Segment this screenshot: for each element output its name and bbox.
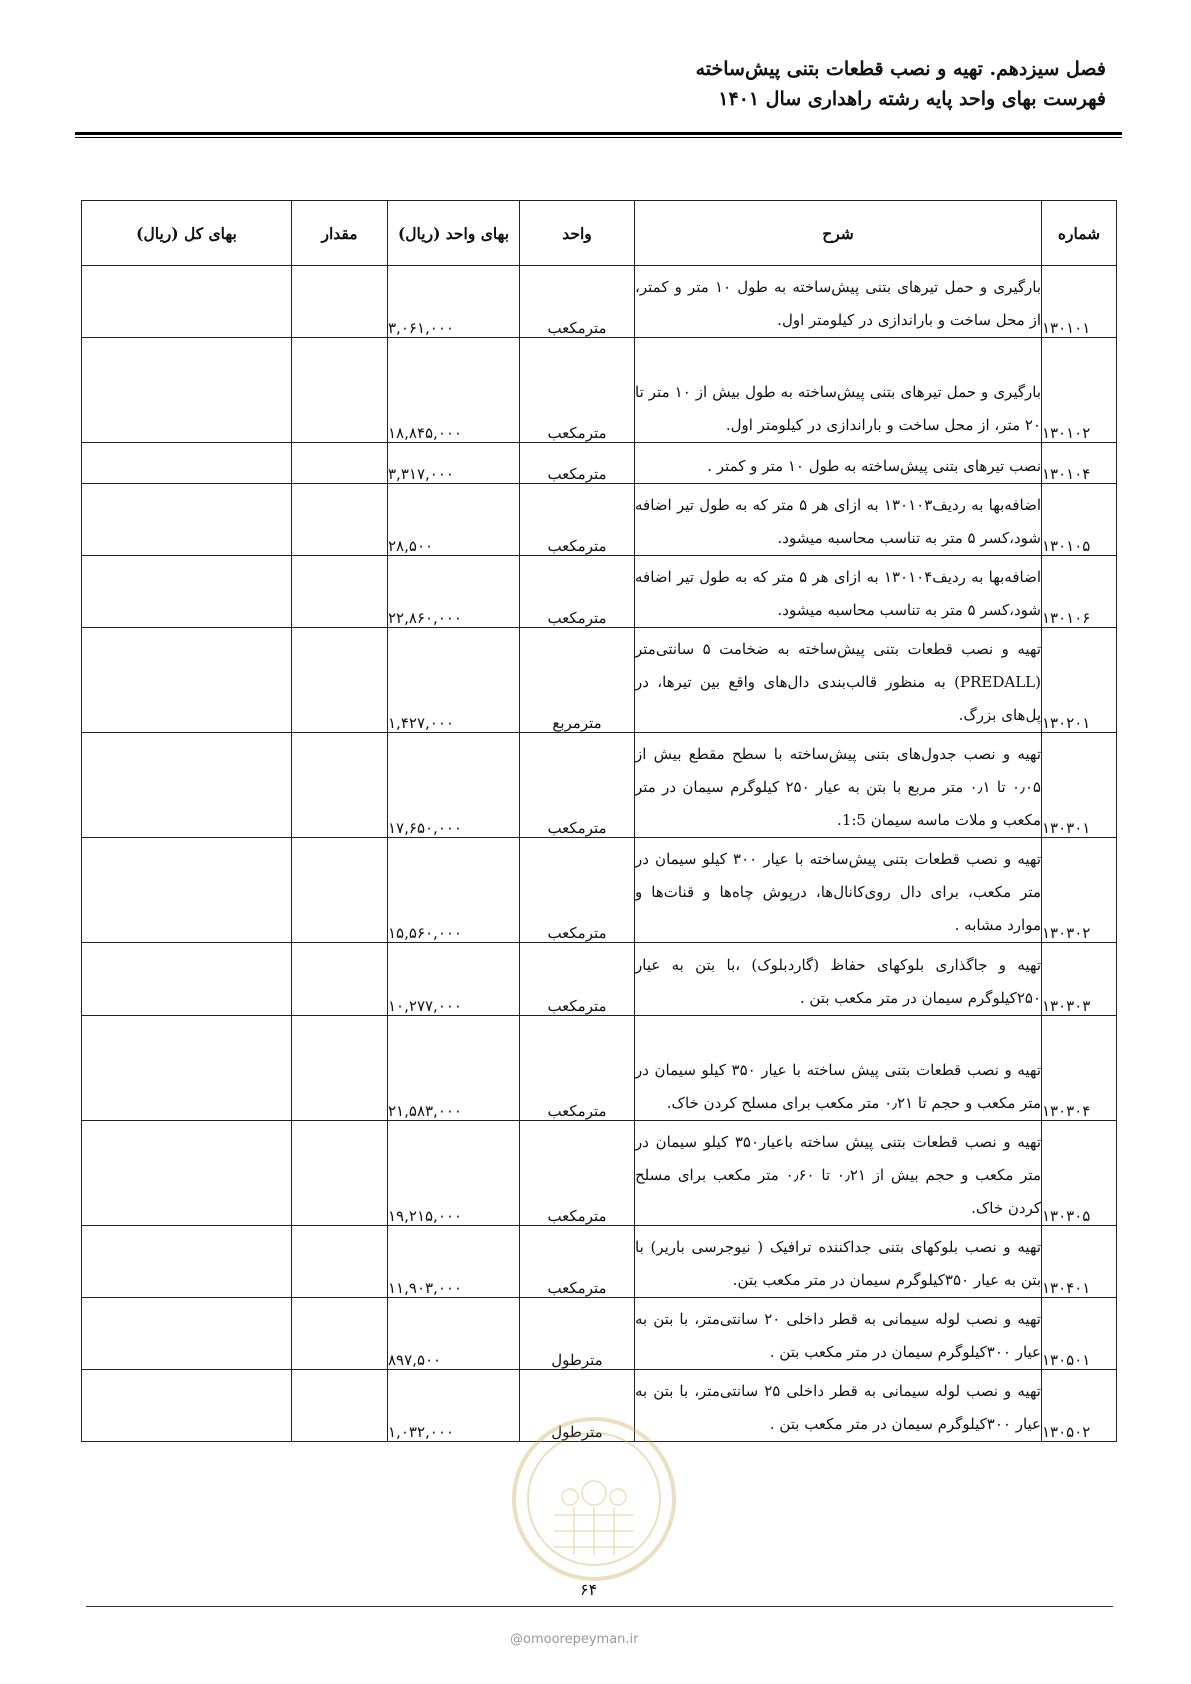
table-row xyxy=(82,838,1117,943)
item-code: ۱۳۰۱۰۵ xyxy=(1042,484,1117,556)
item-unit: مترمکعب xyxy=(520,556,635,628)
item-unit: مترطول xyxy=(520,1370,635,1442)
item-code: ۱۳۰۳۰۲ xyxy=(1042,838,1117,943)
header-unit: واحد xyxy=(520,201,635,266)
item-unit: مترمکعب xyxy=(520,1121,635,1226)
header-description: شرح xyxy=(635,201,1042,266)
item-unit: مترمکعب xyxy=(520,943,635,1016)
item-quantity xyxy=(292,1121,388,1226)
item-unit-price: ۸۹۷,۵۰۰ xyxy=(388,1298,520,1370)
item-code: ۱۳۰۲۰۱ xyxy=(1042,628,1117,733)
item-total xyxy=(82,556,292,628)
table-row xyxy=(82,484,1117,556)
table-row xyxy=(82,556,1117,628)
table-header-row xyxy=(82,201,1117,266)
item-total xyxy=(82,1370,292,1442)
item-code: ۱۳۰۳۰۵ xyxy=(1042,1121,1117,1226)
item-description: تهیه و جاگذاری بلوکهای حفاظ (گاردبلوک) ،با بتن به عیار ۲۵۰کیلوگرم سیمان در متر مکعب بتن . xyxy=(635,943,1042,1016)
item-quantity xyxy=(292,556,388,628)
item-unit: مترمکعب xyxy=(520,443,635,484)
item-unit: مترمربع xyxy=(520,628,635,733)
item-unit-price: ۳,۰۶۱,۰۰۰ xyxy=(388,266,520,338)
item-code: ۱۳۰۴۰۱ xyxy=(1042,1226,1117,1298)
item-unit: مترمکعب xyxy=(520,733,635,838)
table-row xyxy=(82,628,1117,733)
item-total xyxy=(82,443,292,484)
item-description: نصب تیرهای بتنی پیش‌ساخته به طول ۱۰ متر و کمتر . xyxy=(635,443,1042,484)
item-code: ۱۳۰۵۰۲ xyxy=(1042,1370,1117,1442)
header-rule-thick xyxy=(75,132,1122,135)
document-title: فهرست بهای واحد پایه رشته راهداری سال ۱۴۰۱ xyxy=(718,88,1106,110)
item-total xyxy=(82,1121,292,1226)
item-code: ۱۳۰۳۰۳ xyxy=(1042,943,1117,1016)
watermark-site-text: @omoorepeyman.ir xyxy=(510,1632,639,1647)
seal-watermark-icon xyxy=(510,1415,678,1583)
item-unit-price: ۱۷,۶۵۰,۰۰۰ xyxy=(388,733,520,838)
item-unit: مترمکعب xyxy=(520,338,635,443)
item-quantity xyxy=(292,1016,388,1121)
item-unit-price: ۱۱,۹۰۳,۰۰۰ xyxy=(388,1226,520,1298)
item-total xyxy=(82,1016,292,1121)
item-unit-price: ۲۱,۵۸۳,۰۰۰ xyxy=(388,1016,520,1121)
item-unit-price: ۲۸,۵۰۰ xyxy=(388,484,520,556)
item-unit: مترمکعب xyxy=(520,838,635,943)
header-rule-thin xyxy=(75,137,1122,138)
table-row xyxy=(82,338,1117,443)
item-quantity xyxy=(292,733,388,838)
item-unit-price: ۱,۴۲۷,۰۰۰ xyxy=(388,628,520,733)
item-code: ۱۳۰۱۰۱ xyxy=(1042,266,1117,338)
item-description: تهیه و نصب قطعات بتنی پیش‌ساخته به ضخامت ۵ سانتی‌متر (PREDALL) به منظور قالب‌بندی دال‌های واقع بین تیرها، در پل‌های بزرگ. xyxy=(635,628,1042,733)
item-unit: مترمکعب xyxy=(520,1016,635,1121)
item-code: ۱۳۰۵۰۱ xyxy=(1042,1298,1117,1370)
item-unit: مترمکعب xyxy=(520,484,635,556)
item-total xyxy=(82,628,292,733)
table-row xyxy=(82,1016,1117,1121)
item-unit-price: ۳,۳۱۷,۰۰۰ xyxy=(388,443,520,484)
item-quantity xyxy=(292,1370,388,1442)
table-row xyxy=(82,266,1117,338)
item-description: تهیه و نصب لوله سیمانی به قطر داخلی ۲۵ سانتی‌متر، با بتن به عیار ۳۰۰کیلوگرم سیمان در متر مکعب بتن . xyxy=(635,1370,1042,1442)
item-quantity xyxy=(292,1226,388,1298)
item-description: تهیه و نصب قطعات بتنی پیش‌ساخته با عیار ۳۰۰ کیلو سیمان در متر مکعب، برای دال روی‌کانال‌ها، درپوش چاه‌ها و قنات‌ها و موارد مشابه . xyxy=(635,838,1042,943)
item-quantity xyxy=(292,1298,388,1370)
item-total xyxy=(82,484,292,556)
item-total xyxy=(82,1298,292,1370)
header-total-price: بهای کل (ریال) xyxy=(82,201,292,266)
item-quantity xyxy=(292,266,388,338)
item-quantity xyxy=(292,838,388,943)
page-number: ۶۴ xyxy=(580,1580,598,1599)
item-quantity xyxy=(292,628,388,733)
item-unit-price: ۲۲,۸۶۰,۰۰۰ xyxy=(388,556,520,628)
item-description: بارگیری و حمل تیرهای بتنی پیش‌ساخته به طول ۱۰ متر و کمتر، از محل ساخت و باراندازی در کیلومتر اول. xyxy=(635,266,1042,338)
item-description: اضافه‌بها به ردیف۱۳۰۱۰۳ به ازای هر ۵ متر که به طول تیر اضافه شود،کسر ۵ متر به تناسب محاسبه میشود. xyxy=(635,484,1042,556)
table-row xyxy=(82,1226,1117,1298)
item-unit-price: ۱,۰۳۲,۰۰۰ xyxy=(388,1370,520,1442)
price-list-table xyxy=(81,200,1117,1442)
item-total xyxy=(82,733,292,838)
item-unit: مترطول xyxy=(520,1298,635,1370)
item-code: ۱۳۰۱۰۲ xyxy=(1042,338,1117,443)
item-total xyxy=(82,266,292,338)
table-row xyxy=(82,443,1117,484)
table-row xyxy=(82,943,1117,1016)
item-description: تهیه و نصب قطعات بتنی پیش ساخته باعیار۳۵۰ کیلو سیمان در متر مکعب و حجم بیش از ۰٫۲۱ تا ۰٫۶۰ متر مکعب برای مسلح کردن خاک. xyxy=(635,1121,1042,1226)
item-total xyxy=(82,838,292,943)
table-row xyxy=(82,1298,1117,1370)
table-row xyxy=(82,733,1117,838)
header-quantity: مقدار xyxy=(292,201,388,266)
chapter-title: فصل سیزدهم. تهیه و نصب قطعات بتنی پیش‌ساخته xyxy=(695,58,1106,80)
item-quantity xyxy=(292,943,388,1016)
item-total xyxy=(82,943,292,1016)
item-unit: مترمکعب xyxy=(520,1226,635,1298)
header-code: شماره xyxy=(1042,201,1117,266)
item-code: ۱۳۰۱۰۶ xyxy=(1042,556,1117,628)
item-total xyxy=(82,338,292,443)
item-unit-price: ۱۸,۸۴۵,۰۰۰ xyxy=(388,338,520,443)
item-code: ۱۳۰۱۰۴ xyxy=(1042,443,1117,484)
table-row xyxy=(82,1121,1117,1226)
item-code: ۱۳۰۳۰۱ xyxy=(1042,733,1117,838)
page-header xyxy=(696,58,1106,110)
item-unit-price: ۱۹,۲۱۵,۰۰۰ xyxy=(388,1121,520,1226)
item-unit-price: ۱۰,۲۷۷,۰۰۰ xyxy=(388,943,520,1016)
item-description: تهیه و نصب قطعات بتنی پیش ساخته با عیار ۳۵۰ کیلو سیمان در متر مکعب و حجم تا ۰٫۲۱ متر مکعب برای مسلح کردن خاک. xyxy=(635,1016,1042,1121)
item-code: ۱۳۰۳۰۴ xyxy=(1042,1016,1117,1121)
item-description: اضافه‌بها به ردیف۱۳۰۱۰۴ به ازای هر ۵ متر که به طول تیر اضافه شود،کسر ۵ متر به تناسب محاسبه میشود. xyxy=(635,556,1042,628)
item-unit: مترمکعب xyxy=(520,266,635,338)
header-unit-price: بهای واحد (ریال) xyxy=(388,201,520,266)
item-unit-price: ۱۵,۵۶۰,۰۰۰ xyxy=(388,838,520,943)
item-quantity xyxy=(292,443,388,484)
item-description: تهیه و نصب بلوکهای بتنی جداکننده ترافیک ( نیوجرسی باریر) با بتن به عیار ۳۵۰کیلوگرم سیمان در متر مکعب بتن. xyxy=(635,1226,1042,1298)
item-description: تهیه و نصب جدول‌های بتنی پیش‌ساخته با سطح مقطع بیش از ۰٫۰۵ تا ۰٫۱ متر مربع با بتن به عیار ۲۵۰ کیلوگرم سیمان در متر مکعب و ملات ماسه سیمان 1:5. xyxy=(635,733,1042,838)
item-total xyxy=(82,1226,292,1298)
item-quantity xyxy=(292,484,388,556)
item-description: تهیه و نصب لوله سیمانی به قطر داخلی ۲۰ سانتی‌متر، با بتن به عیار ۳۰۰کیلوگرم سیمان در متر مکعب بتن . xyxy=(635,1298,1042,1370)
footer-rule xyxy=(86,1606,1113,1607)
item-quantity xyxy=(292,338,388,443)
item-description: بارگیری و حمل تیرهای بتنی پیش‌ساخته به طول بیش از ۱۰ متر تا ۲۰ متر، از محل ساخت و باراندازی در کیلومتر اول. xyxy=(635,338,1042,443)
